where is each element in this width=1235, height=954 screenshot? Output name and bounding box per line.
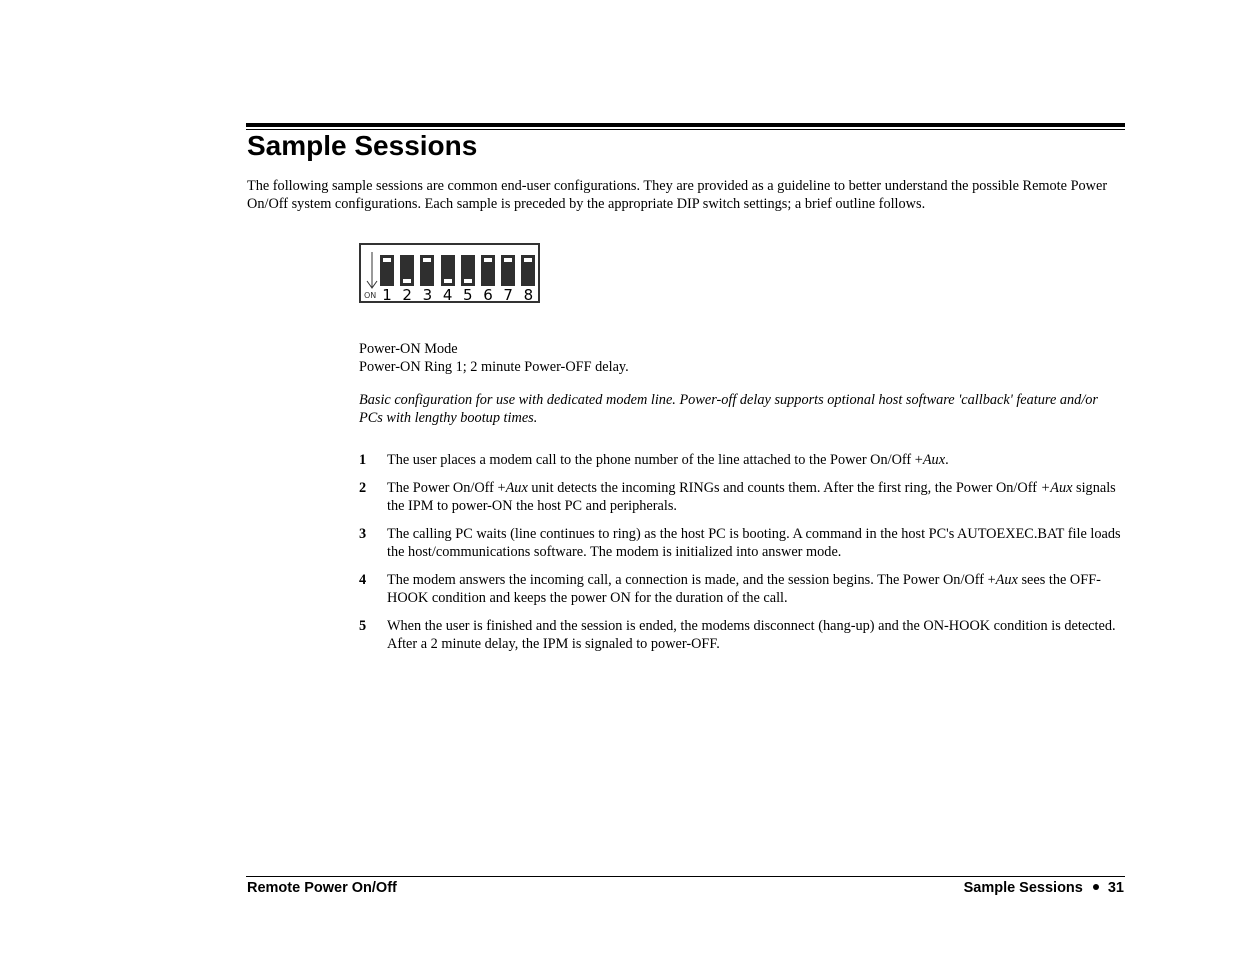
header-rule-thick	[246, 123, 1125, 127]
mode-block	[359, 340, 629, 376]
dip-switch-number: 4	[442, 286, 453, 304]
dip-switch-3	[420, 255, 434, 286]
dip-switch-knob	[503, 257, 513, 263]
step-item	[359, 571, 1129, 607]
dip-switch-4	[441, 255, 455, 286]
step-number: 4	[359, 572, 367, 588]
dip-switch-number: 1	[382, 286, 392, 304]
dip-switch-number: 7	[503, 286, 513, 304]
dip-switch-5	[461, 255, 475, 286]
dip-switch-knob	[463, 278, 473, 284]
step-item	[359, 617, 1129, 653]
step-number: 1	[359, 452, 367, 468]
bullet-icon	[1093, 884, 1099, 890]
dip-switch-knob	[402, 278, 412, 284]
dip-switch-number: 2	[402, 286, 412, 304]
dip-switch-knob	[483, 257, 493, 263]
dip-switch-7	[501, 255, 515, 286]
dip-switch-diagram	[359, 243, 540, 303]
step-text: The calling PC waits (line continues to ring) as the host PC is booting. A command in the host PC's AUTOEXEC.BAT file loads the host/communications software. The modem is initialized into answer mode.	[387, 526, 1121, 560]
dip-switch-2	[400, 255, 414, 286]
dip-switch-knob	[382, 257, 392, 263]
mode-settings: Power-ON Ring 1; 2 minute Power-OFF delay.	[359, 359, 629, 375]
mode-title: Power-ON Mode	[359, 341, 458, 357]
dip-switch-number: 3	[422, 286, 433, 304]
step-number: 5	[359, 618, 367, 634]
step-text: When the user is finished and the session is ended, the modems disconnect (hang-up) and the ON-HOOK condition is detected. After a 2 minute delay, the IPM is signaled to power-OFF.	[387, 618, 1116, 652]
dip-switch-knob	[523, 257, 533, 263]
step-item	[359, 525, 1129, 561]
mode-description: Basic configuration for use with dedicated modem line. Power-off delay supports optional host software 'callback' feature and/or PCs with lengthy bootup times.	[359, 392, 1098, 426]
step-text: The Power On/Off +Aux unit detects the incoming RINGs and counts them. After the first ring, the Power On/Off +Aux signals the IPM to power-ON the host PC and peripherals.	[387, 480, 1116, 514]
step-text: The modem answers the incoming call, a connection is made, and the session begins. The Power On/Off +Aux sees the OFF-HOOK condition and keeps the power ON for the duration of the call.	[387, 572, 1101, 606]
dip-switch-knob	[443, 278, 453, 284]
dip-switch-number: 5	[463, 286, 473, 304]
dip-switch-1	[380, 255, 394, 286]
intro-paragraph: The following sample sessions are common end-user configurations. They are provided as a guideline to better understand the possible Remote Power On/Off system configurations. Each sample is preceded by the appropriate DIP switch settings; a brief outline follows.	[247, 178, 1108, 212]
dip-switch-8	[521, 255, 535, 286]
dip-switch-knob	[422, 257, 432, 263]
dip-switch-number: 8	[523, 286, 534, 304]
step-item	[359, 451, 1129, 469]
step-item	[359, 479, 1129, 515]
step-number: 3	[359, 526, 367, 542]
dip-on-label: ON	[364, 291, 377, 300]
page-number: 31	[1107, 880, 1124, 896]
footer-rule	[246, 876, 1125, 877]
footer-section-name: Sample Sessions	[963, 880, 1083, 896]
steps-list	[359, 451, 1129, 663]
step-number: 2	[359, 480, 367, 496]
footer-document-title: Remote Power On/Off	[247, 880, 397, 896]
dip-switch-6	[481, 255, 495, 286]
footer-section	[964, 879, 1124, 897]
page-title: Sample Sessions	[247, 130, 478, 161]
step-text: The user places a modem call to the phone number of the line attached to the Power On/Off +Aux.	[387, 452, 949, 468]
down-arrow-icon	[366, 251, 378, 289]
dip-switch-number: 6	[483, 286, 493, 304]
